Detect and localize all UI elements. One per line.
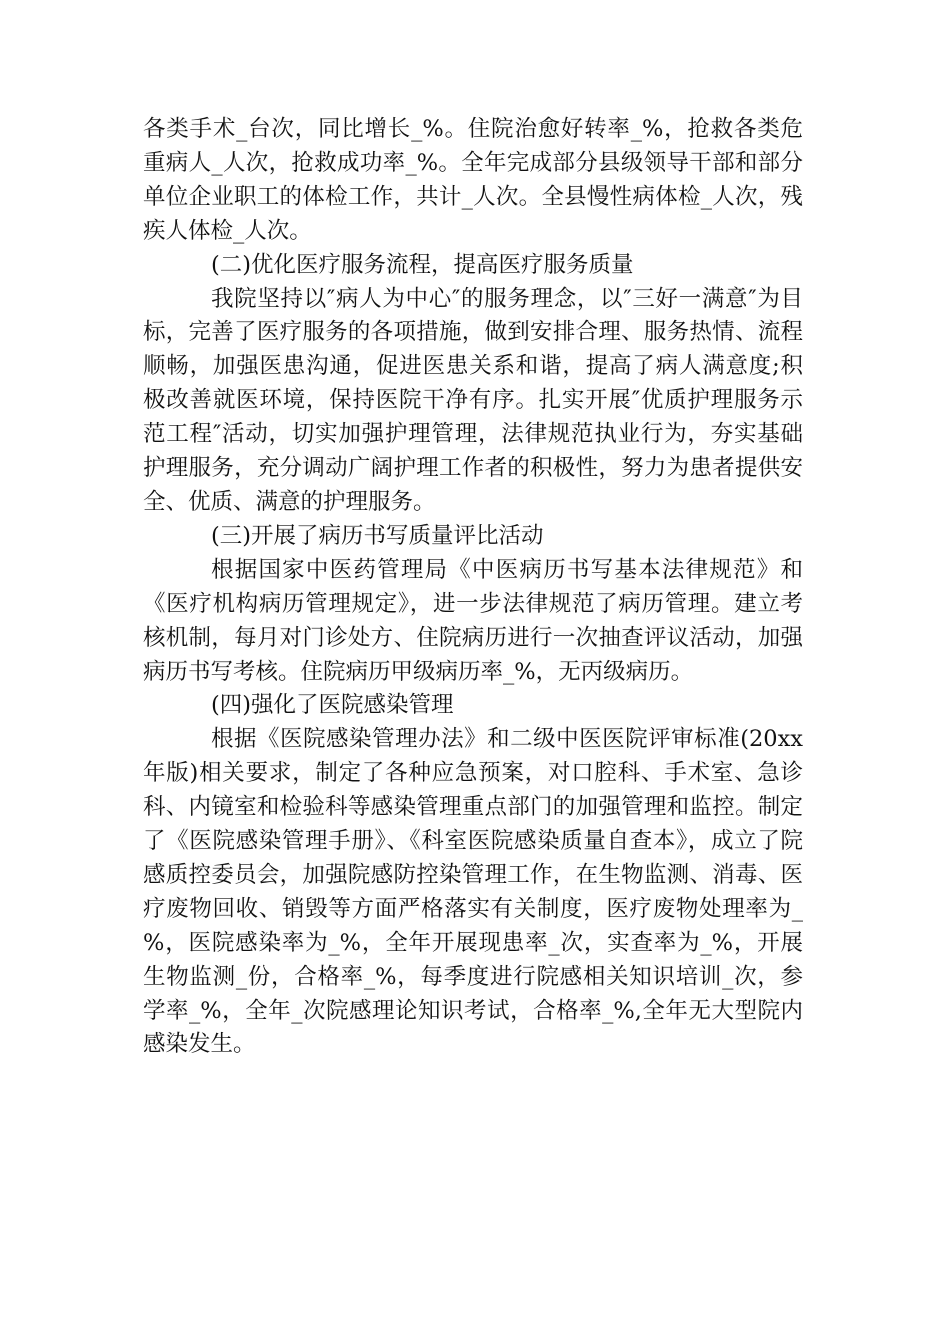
section-heading-medical-records: (三)开展了病历书写质量评比活动 [211, 522, 544, 549]
paragraph-medical-records: 根据国家中医药管理局《中医病历书写基本法律规范》和《医疗机构病历管理规定》，进一步法律规范了病历管理。建立考核机制，每月对门诊处方、住院病历进行一次抽查评议活动，加强病历书写考核。住院病历甲级病历率_%，无丙级病历。 [143, 556, 803, 685]
document-body [143, 113, 803, 1062]
paragraph-infection-control: 根据《医院感染管理办法》和二级中医医院评审标准(20xx年版)相关要求，制定了各种应急预案，对口腔科、手术室、急诊科、内镜室和检验科等感染管理重点部门的加强管理和监控。制定了《医院感染管理手册》、《科室医院感染质量自查本》，成立了院感质控委员会，加强院感防控染管理工作，在生物监测、消毒、医疗废物回收、销毁等方面严格落实有关制度，医疗废物处理率为_ %，医院感染率为_%，全年开展现患率_次，实查率为_%，开展生物监测_份，合格率_%，每季度进行院感相关知识培训_次，参学率_%，全年_次院感理论知识考试，合格率_%,全年无大型院内感染发生。 [143, 726, 803, 1058]
paragraph-surgery-statistics: 各类手术_台次，同比增长_%。住院治愈好转率_%，抢救各类危重病人_人次，抢救成功率_%。全年完成部分县级领导干部和部分单位企业职工的体检工作，共计_人次。全县慢性病体检_人次，残疾人体检_人次。 [143, 116, 803, 244]
section-heading-infection-control: (四)强化了医院感染管理 [211, 692, 454, 719]
paragraph-service-process: 我院坚持以″病人为中心″的服务理念，以″三好一满意″为目标，完善了医疗服务的各项措施，做到安排合理、服务热情、流程顺畅，加强医患沟通，促进医患关系和谐，提高了病人满意度;积极改善就医环境，保持医院干净有序。扎实开展″优质护理服务示范工程″活动，切实加强护理管理，法律规范执业行为，夯实基础护理服务，充分调动广阔护理工作者的积极性，努力为患者提供安全、优质、满意的护理服务。 [143, 285, 803, 515]
section-heading-service-process: (二)优化医疗服务流程，提高医疗服务质量 [211, 251, 634, 278]
